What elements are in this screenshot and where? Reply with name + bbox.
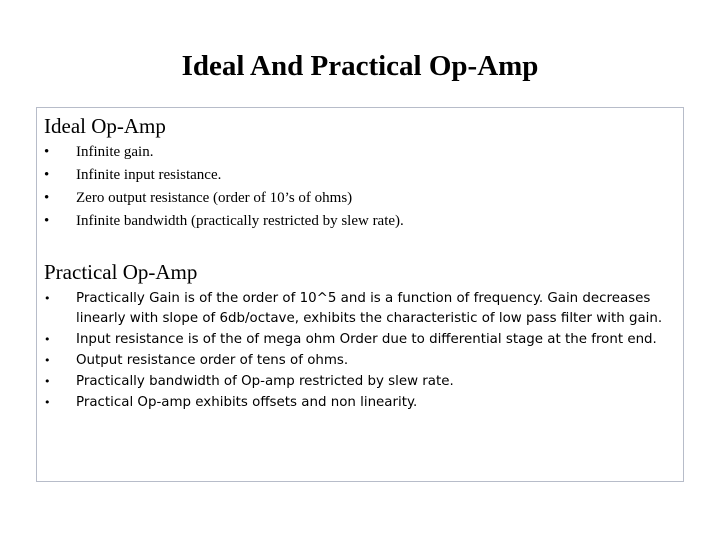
list-item [44, 372, 676, 392]
list-item-text: Input resistance is of the of mega ohm Order due to differential stage at the front end. [76, 331, 657, 347]
bullet-icon: • [44, 395, 51, 409]
list-item [44, 289, 676, 328]
content-box [36, 107, 684, 482]
list-item-text: Practically bandwidth of Op-amp restricted by slew rate. [76, 373, 454, 389]
list-item [44, 393, 676, 413]
list-item [44, 141, 664, 164]
list-item-text: Infinite bandwidth (practically restricted by slew rate). [76, 213, 404, 229]
list-item-text: Infinite input resistance. [76, 167, 222, 183]
slide-title: Ideal And Practical Op-Amp [181, 50, 539, 82]
list-item-text: Infinite gain. [76, 144, 154, 160]
list-item-text: Practically Gain is of the order of 10^5 and is a function of frequency. Gain decreases linearly with slope of 6db/octave, exhibits the characteristic of low pass filter with gain. [76, 291, 663, 326]
bullet-icon: • [44, 144, 50, 160]
list-item [44, 351, 676, 371]
list-item [44, 187, 664, 210]
bullet-icon: • [44, 213, 50, 229]
ideal-heading: Ideal Op-Amp [44, 114, 166, 138]
list-item [44, 164, 664, 187]
list-item-text: Practical Op-amp exhibits offsets and non linearity. [76, 394, 418, 410]
bullet-icon: • [44, 332, 51, 346]
bullet-icon: • [44, 374, 51, 388]
list-item [44, 210, 664, 233]
bullet-icon: • [44, 353, 51, 367]
list-item [44, 330, 676, 350]
bullet-icon: • [44, 190, 50, 206]
bullet-icon: • [44, 292, 51, 305]
bullet-icon: • [44, 167, 50, 183]
ideal-list [44, 141, 664, 233]
list-item-text: Output resistance order of tens of ohms. [76, 352, 349, 368]
practical-heading: Practical Op-Amp [44, 260, 198, 284]
practical-list [44, 289, 676, 414]
list-item-text: Zero output resistance (order of 10’s of ohms) [76, 190, 353, 206]
